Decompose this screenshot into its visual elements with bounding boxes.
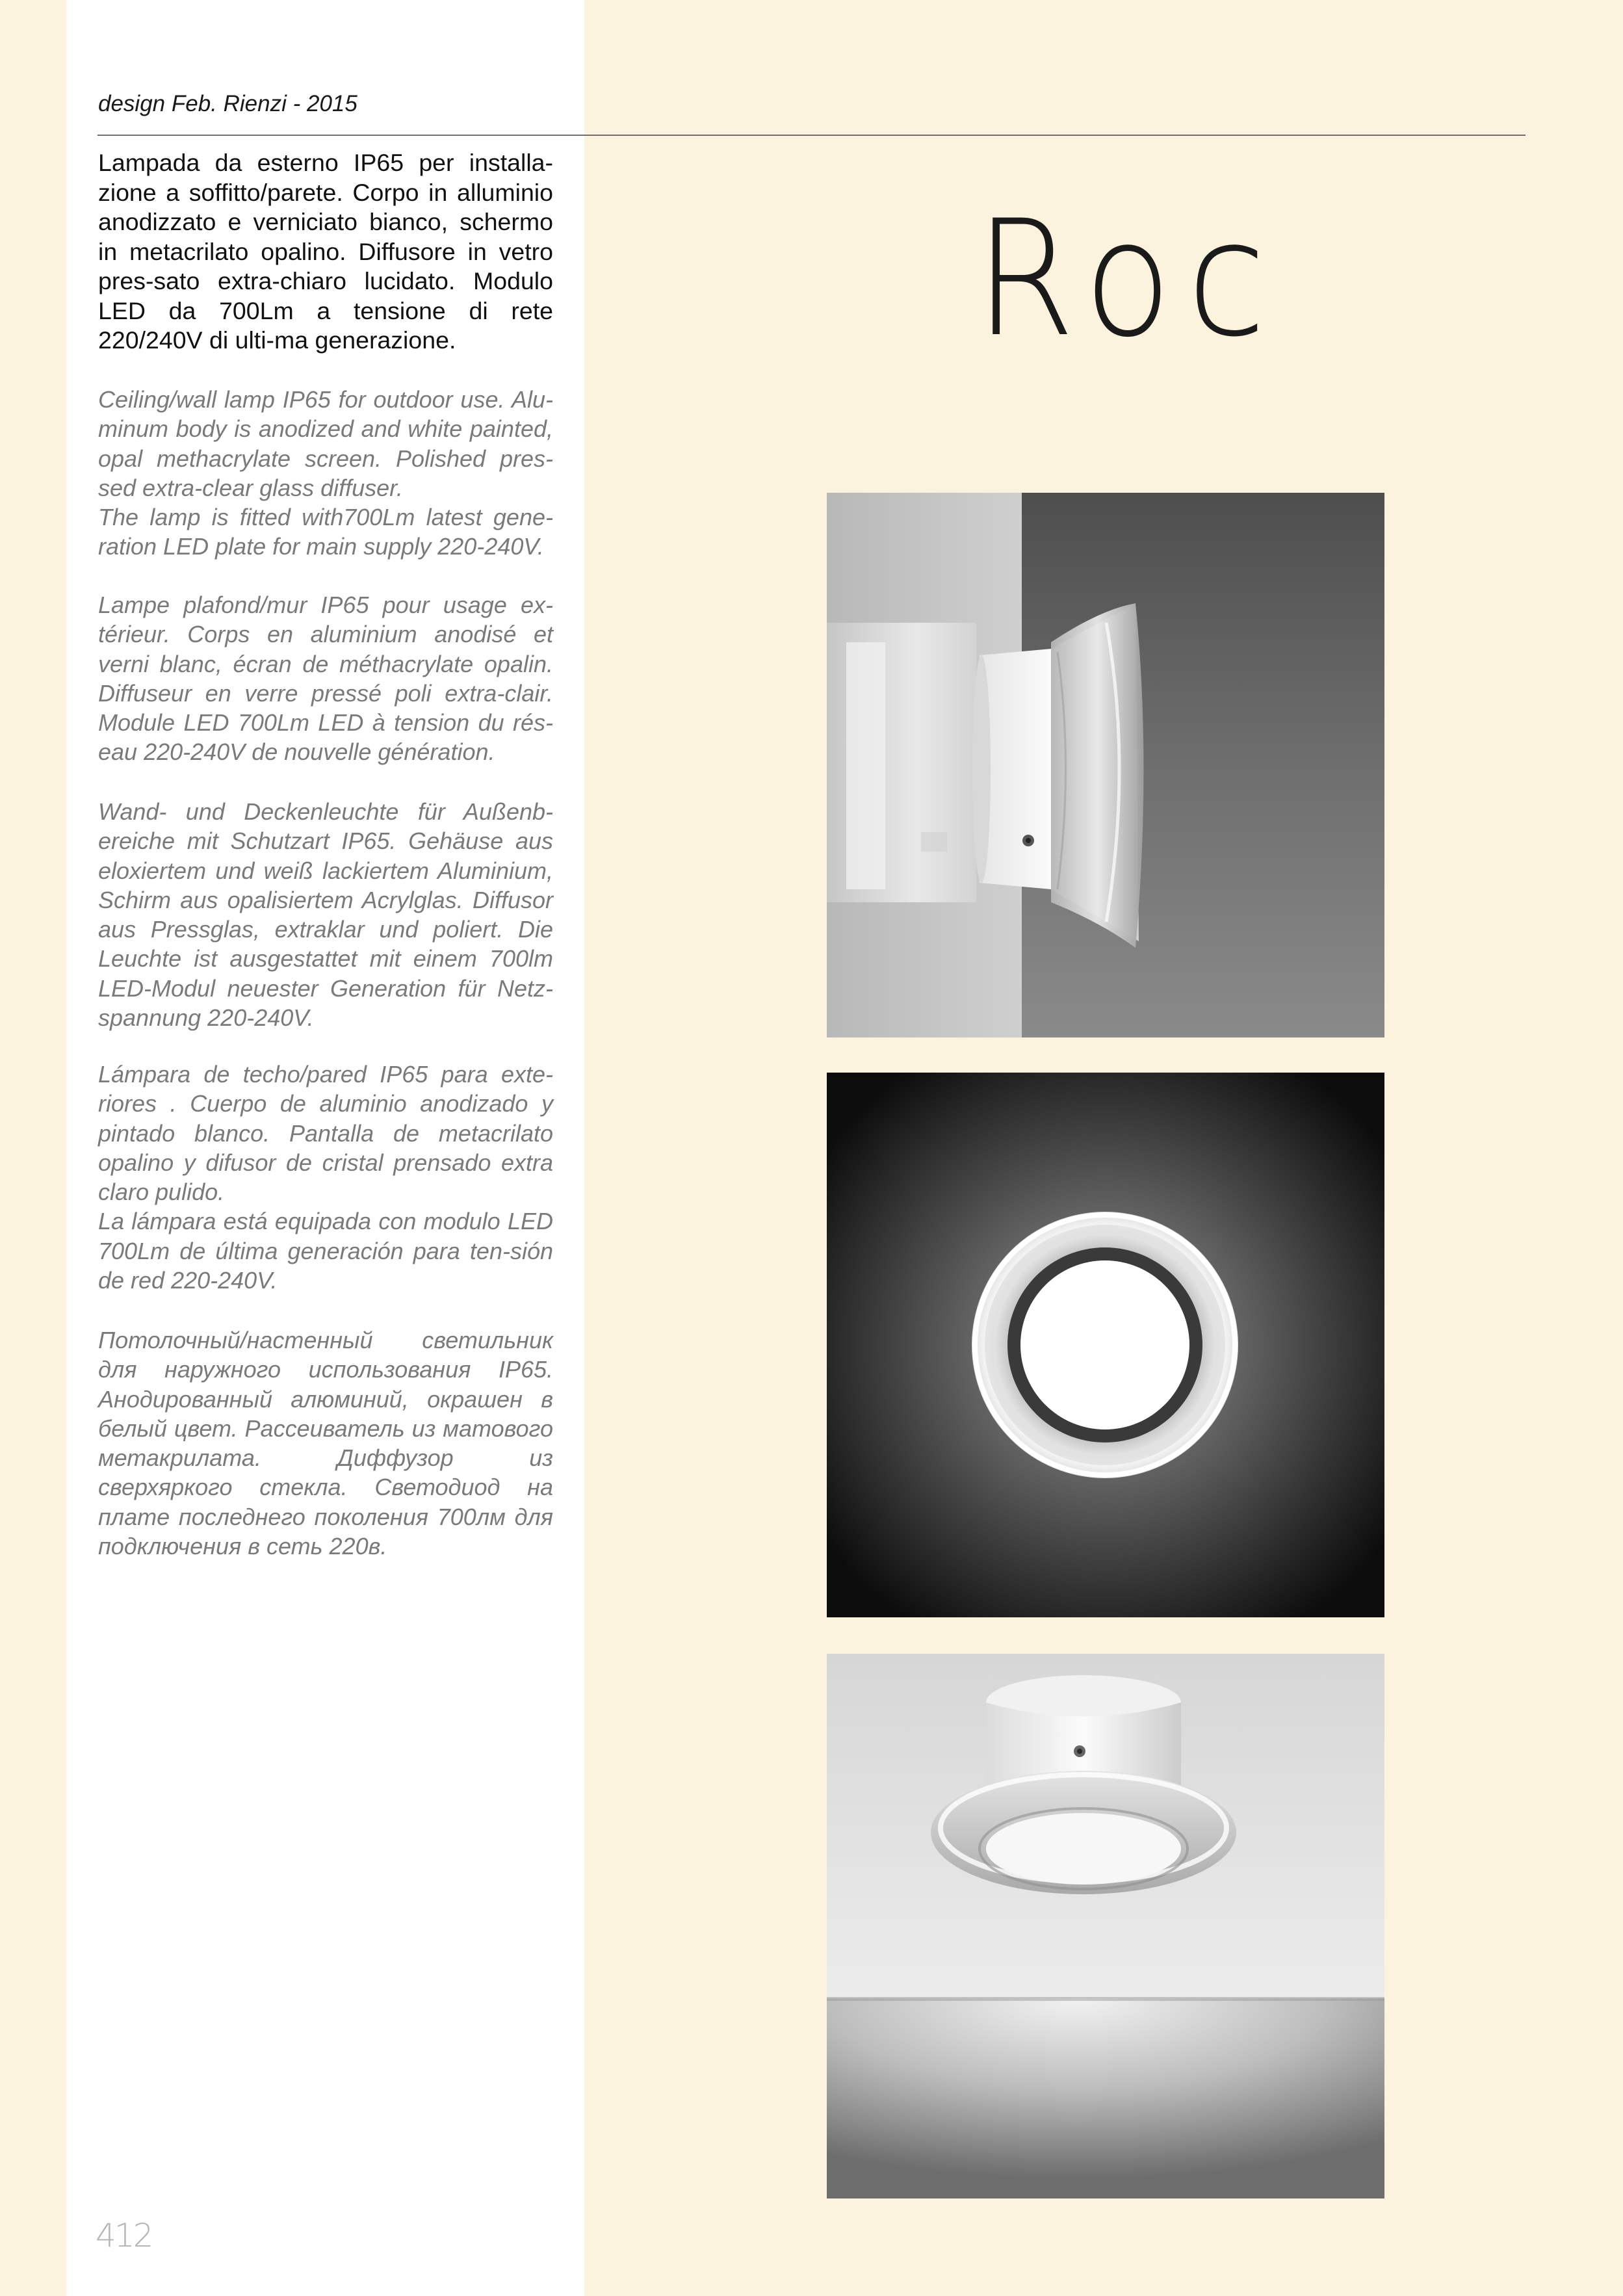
description-french-text: Lampe plafond/mur IP65 pour usage ex-térieur. Corps en aluminium anodisé et verni blanc, écran de méthacrylate opalin. Diffuseur en verre pressé poli extra-clair. Module LED 700Lm LED à tension du rés-eau 220-240V de nouvelle génération.	[98, 592, 553, 766]
description-french	[98, 590, 553, 767]
description-italian: Lampada da esterno IP65 per installa-zione a soffitto/parete. Corpo in alluminio anodizzato e verniciato bianco, schermo in metacrilato opalino. Diffusore in vetro pres-sato extra-chiaro lucidato. Modulo LED da 700Lm a tensione di rete 220/240V di ulti-ma generazione.	[98, 149, 553, 354]
description-spanish-p2: La lámpara está equipada con modulo LED 700Lm de última generación para ten-sión de red 220-240V.	[98, 1208, 553, 1294]
designer-credit: design Feb. Rienzi - 2015	[98, 91, 357, 116]
product-photo-front	[827, 1073, 1384, 1617]
product-title: Roc	[975, 187, 1282, 372]
description-spanish-p1: Lámpara de techo/pared IP65 para exte-riores . Cuerpo de aluminio anodizado y pintado blanco. Pantalla de metacrilato opalino y difusor de cristal prensado extra claro pulido.	[98, 1061, 553, 1206]
description-spanish	[98, 1060, 553, 1295]
description-english	[98, 385, 553, 562]
product-photo-side	[827, 493, 1384, 1037]
description-russian	[98, 1325, 553, 1561]
description-german	[98, 797, 553, 1032]
description-english-p2: The lamp is fitted with700Lm latest gene-ration LED plate for main supply 220-240V.	[98, 504, 553, 560]
description-russian-text: Потолочный/настенный светильник для наружного использования IP65. Анодированный алюминий, окрашен в белый цвет. Рассеиватель из матового метакрилата. Диффузор из сверхяркого стекла. Светодиод на плате последнего поколения 700лм для подключения в сеть 220в.	[98, 1327, 553, 1560]
description-english-p1: Ceiling/wall lamp IP65 for outdoor use. Alu-minum body is anodized and white painted, opal methacrylate screen. Polished pres-sed extra-clear glass diffuser.	[98, 386, 553, 501]
header-divider	[97, 135, 1526, 136]
product-photo-ceiling	[827, 1654, 1384, 2198]
description-german-text: Wand- und Deckenleuchte für Außenb-ereiche mit Schutzart IP65. Gehäuse aus eloxiertem und weiß lackiertem Aluminium, Schirm aus opalisiertem Acrylglas. Diffusor aus Pressglas, extraklar und poliert. Die Leuchte ist ausgestattet mit einem 700lm LED-Modul neuester Generation für Netz-spannung 220-240V.	[98, 798, 553, 1032]
page-number: 412	[96, 2217, 152, 2254]
